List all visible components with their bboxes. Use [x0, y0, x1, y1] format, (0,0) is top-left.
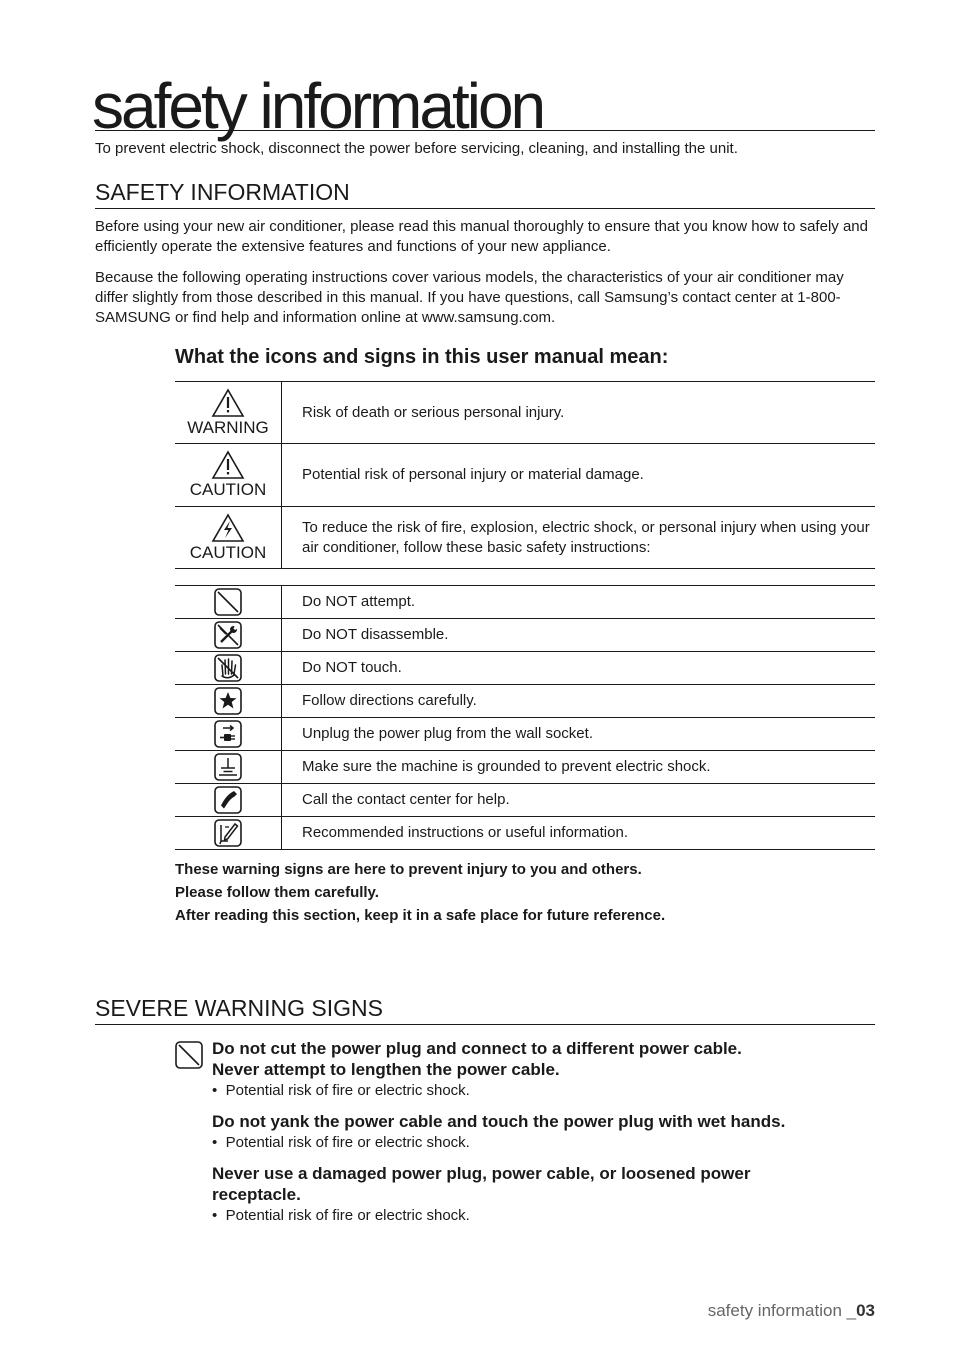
table-row [175, 652, 875, 685]
warning-bullet: • Potential risk of fire or electric shock. [212, 1134, 470, 1151]
page-footer [708, 1301, 875, 1321]
note-line: Please follow them carefully. [175, 884, 379, 901]
table-row [175, 751, 875, 784]
bullet-text: Potential risk of fire or electric shock. [225, 1207, 470, 1224]
bullet-text: Potential risk of fire or electric shock. [225, 1134, 470, 1151]
page-title-text: safety information [92, 70, 544, 142]
table-row [175, 619, 875, 652]
note-line: These warning signs are here to prevent injury to you and others. [175, 861, 642, 878]
major-signs-table [175, 381, 875, 569]
warning-bullet: • Potential risk of fire or electric shock. [212, 1082, 470, 1099]
sign-cell [175, 784, 282, 817]
icons-section-title: What the icons and signs in this user manual mean: [175, 346, 669, 368]
sign-cell [175, 751, 282, 784]
sign-cell [175, 444, 282, 507]
prohibition-icon [214, 588, 242, 616]
sign-cell [175, 685, 282, 718]
section-heading-safety-information: SAFETY INFORMATION [95, 178, 875, 209]
warning-heading: Never use a damaged power plug, power cable, or loosened power [212, 1164, 751, 1183]
caution-triangle-icon [211, 450, 245, 480]
minor-signs-table [175, 585, 875, 850]
intro-paragraph-2: Because the following operating instructions cover various models, the characteristics of your air conditioner may differ slightly from those described in this manual. If you have questions, call Samsung’s contact center at 1-800-SAMSUNG or find help and information online at www.samsung.com. [95, 269, 844, 326]
severe-warning-item [212, 1038, 852, 1101]
warning-notes [175, 858, 665, 927]
sign-description: Recommended instructions or useful information. [282, 817, 876, 850]
table-row [175, 685, 875, 718]
page-subtitle: To prevent electric shock, disconnect the power before servicing, cleaning, and installing the unit. [95, 140, 738, 157]
table-row [175, 718, 875, 751]
sign-label: CAUTION [189, 480, 267, 499]
footer-label: safety information _ [707, 1301, 857, 1320]
page-number: 03 [856, 1301, 875, 1320]
phone-icon [214, 786, 242, 814]
section-heading-severe-warning-signs: SEVERE WARNING SIGNS [95, 994, 875, 1025]
sign-cell [175, 718, 282, 751]
warning-heading: Never attempt to lengthen the power cable. [212, 1060, 560, 1079]
table-row [175, 784, 875, 817]
sign-description: Do NOT attempt. [282, 586, 876, 619]
sign-description: Risk of death or serious personal injury. [282, 382, 876, 444]
sign-cell [175, 817, 282, 850]
note-line: After reading this section, keep it in a safe place for future reference. [175, 907, 666, 924]
sign-description: Follow directions carefully. [282, 685, 876, 718]
ground-icon [214, 753, 242, 781]
table-row [175, 382, 875, 444]
warning-triangle-icon [211, 388, 245, 418]
sign-description: Call the contact center for help. [282, 784, 876, 817]
sign-cell [175, 652, 282, 685]
warning-heading: Do not cut the power plug and connect to a different power cable. [212, 1039, 742, 1058]
severe-warning-item [212, 1111, 852, 1153]
sign-description: To reduce the risk of fire, explosion, electric shock, or personal injury when using your air conditioner, follow these basic safety instructions: [282, 507, 876, 569]
warning-heading: Do not yank the power cable and touch the power plug with wet hands. [212, 1112, 786, 1131]
no-touch-icon [214, 654, 242, 682]
sign-cell [175, 619, 282, 652]
bullet-text: Potential risk of fire or electric shock. [225, 1082, 470, 1099]
prohibition-icon [175, 1041, 203, 1069]
sign-description: Unplug the power plug from the wall socket. [282, 718, 876, 751]
sign-description: Do NOT touch. [282, 652, 876, 685]
note-icon [214, 819, 242, 847]
table-row [175, 817, 875, 850]
table-row [175, 586, 875, 619]
sign-cell [175, 507, 282, 569]
table-row [175, 507, 875, 569]
sign-cell [175, 382, 282, 444]
sign-description: Potential risk of personal injury or material damage. [282, 444, 876, 507]
severe-warning-item [212, 1163, 852, 1226]
caution-fire-icon [211, 513, 245, 543]
sign-description: Do NOT disassemble. [282, 619, 876, 652]
warning-heading: receptacle. [212, 1185, 301, 1204]
sign-label: WARNING [187, 417, 269, 437]
sign-cell [175, 586, 282, 619]
table-row [175, 444, 875, 507]
no-disassemble-icon [214, 621, 242, 649]
sign-description: Make sure the machine is grounded to prevent electric shock. [282, 751, 876, 784]
sign-label: CAUTION [189, 542, 267, 562]
follow-directions-icon [214, 687, 242, 715]
unplug-icon [214, 720, 242, 748]
intro-paragraph-1: Before using your new air conditioner, please read this manual thoroughly to ensure that you know how to safely and efficiently operate the extensive features and functions of your new appliance. [95, 218, 868, 255]
warning-bullet: • Potential risk of fire or electric shock. [212, 1207, 470, 1224]
page-title [92, 70, 875, 142]
